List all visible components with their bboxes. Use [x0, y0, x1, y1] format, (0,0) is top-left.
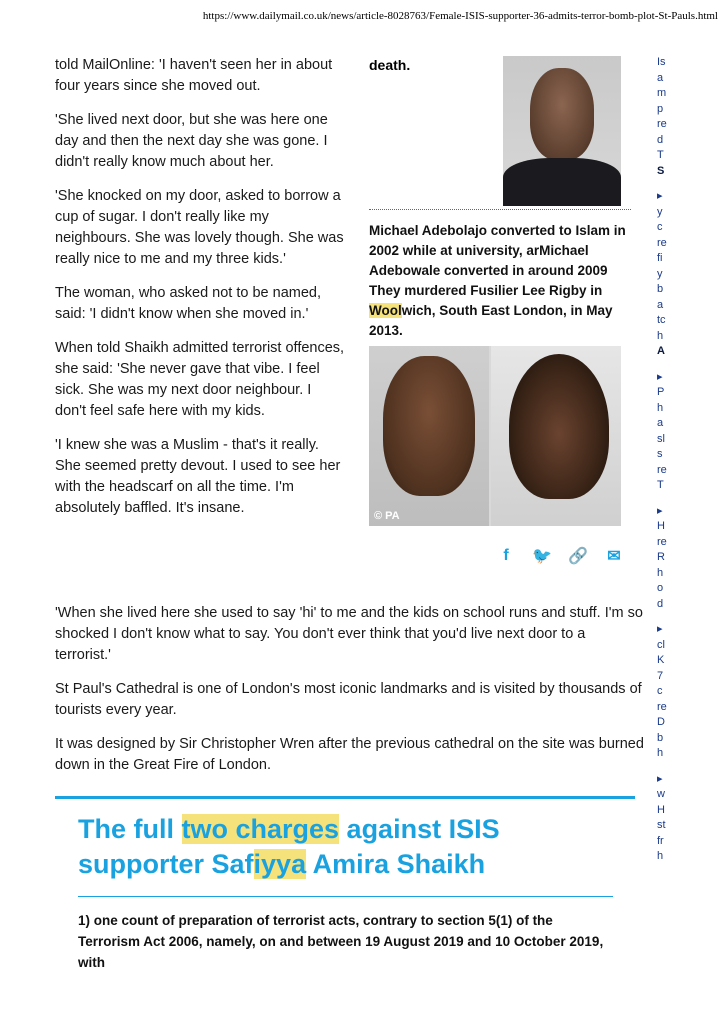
sidebar-line: [657, 762, 675, 772]
sidebar-line: [657, 179, 675, 189]
sidebar-line: ▸: [657, 370, 663, 383]
sidebar-line: A: [657, 345, 665, 357]
sidebar-line: ▸: [657, 772, 663, 785]
sidebar-line: ▸: [657, 623, 663, 635]
sidebar-line: h: [657, 329, 664, 342]
sidebar-line: re: [657, 118, 667, 130]
two-mugshots-photo: [369, 346, 621, 526]
sidebar-line: cl: [657, 638, 665, 651]
sidebar-line: P: [657, 386, 665, 398]
sidebar-line: re: [657, 700, 667, 713]
link-icon[interactable]: 🔗: [568, 548, 588, 565]
sidebar-line: s: [657, 448, 663, 460]
sidebar-line: [657, 360, 675, 370]
caption-highlight: Wool: [369, 303, 402, 318]
sidebar-line: b: [657, 283, 664, 295]
article-paragraph: The woman, who asked not to be named, said: 'I didn't know when she moved in.': [55, 285, 321, 322]
photo-caption: Michael Adebolajo converted to Islam in 2002 while at university, arMichael Adebowale converted in around 2009 They murdered Fusilier Lee Rigby in Woolwich, South East London, in May 2013.: [369, 223, 626, 338]
sidebar-line: w: [657, 788, 665, 800]
article-paragraph: told MailOnline: 'I haven't seen her in about four years since she moved out.: [55, 57, 333, 94]
sidebar-line: S: [657, 164, 665, 177]
sidebar-line: R: [657, 551, 665, 563]
facebook-icon[interactable]: f: [503, 547, 509, 564]
article-paragraph: 'She lived next door, but she was here one day and then the next day she was gone. I didn't really know much about her.: [55, 112, 328, 170]
share-bar: [495, 546, 625, 566]
sidebar-line: d: [657, 597, 664, 610]
sidebar-line: a: [657, 71, 664, 84]
sidebar-line: a: [657, 417, 664, 429]
sidebar-line: h: [657, 747, 664, 759]
twitter-icon[interactable]: 🐦: [532, 548, 552, 565]
sidebar-line: [657, 612, 675, 622]
sidebar-line: y: [657, 205, 663, 218]
sidebar-line: c: [657, 221, 663, 233]
sidebar-line: ▸: [657, 504, 663, 517]
sidebar-line: H: [657, 803, 665, 816]
sidebar-line: fi: [657, 252, 663, 264]
factbox-top-rule: [55, 796, 635, 799]
right-sidebar-truncated[interactable]: [657, 55, 675, 865]
article-paragraph: 'I knew she was a Muslim - that's it really. She seemed pretty devout. I used to see her with the headscarf on all the time. I'm absolutely baffled. It's insane.: [55, 437, 341, 516]
sidebar-line: re: [657, 463, 667, 476]
sidebar-line: a: [657, 298, 664, 311]
sidebar-line: re: [657, 535, 667, 548]
sidebar-line: d: [657, 133, 664, 146]
article-paragraph: It was designed by Sir Christopher Wren after the previous cathedral on the site was burned down in the Great Fire of London.: [55, 736, 644, 773]
sidebar-line: Is: [657, 56, 666, 68]
mugshot-photo: [503, 56, 621, 206]
sidebar-line: p: [657, 102, 664, 115]
article-paragraph: St Paul's Cathedral is one of London's most iconic landmarks and is visited by thousands of tourists every year.: [55, 681, 642, 718]
article-mid-column: [369, 55, 631, 565]
sidebar-line: H: [657, 520, 665, 532]
factbox-divider: [78, 896, 613, 897]
sidebar-line: ▸: [657, 190, 663, 202]
sidebar-line: 7: [657, 669, 664, 682]
sidebar-line: c: [657, 685, 663, 697]
sidebar-line: [657, 494, 675, 504]
sidebar-line: m: [657, 87, 667, 99]
sidebar-line: K: [657, 654, 665, 666]
email-icon[interactable]: ✉: [607, 548, 621, 565]
article-wide-section: [55, 603, 645, 789]
page-url: https://www.dailymail.co.uk/news/article-8028763/Female-ISIS-supporter-36-admits-terror-bomb-plot-St-Pauls.html: [202, 10, 718, 22]
sidebar-line: tc: [657, 314, 666, 326]
sidebar-line: h: [657, 850, 664, 862]
sidebar-line: b: [657, 731, 664, 744]
sidebar-line: y: [657, 267, 663, 280]
sidebar-line: h: [657, 566, 664, 579]
article-paragraph: 'When she lived here she used to say 'hi' to me and the kids on school runs and stuff. I'm so shocked I don't know what to say. You don't ever think that you'd live next door to a terrorist.': [55, 605, 643, 663]
sidebar-line: sl: [657, 432, 665, 445]
caption-divider: [369, 209, 631, 210]
sidebar-line: T: [657, 479, 664, 491]
article-left-column: [55, 55, 345, 532]
death-text: death.: [369, 57, 411, 73]
sidebar-line: T: [657, 149, 664, 161]
article-paragraph: 'She knocked on my door, asked to borrow a cup of sugar. I don't really like my neighbours. She was lovely though. She was really nice to me and my three kids.': [55, 188, 344, 267]
sidebar-line: h: [657, 401, 664, 414]
factbox-text: 1) one count of preparation of terrorist acts, contrary to section 5(1) of the Terrorism Act 2006, namely, on and between 19 August 2019 and 10 October 2019, with: [78, 913, 604, 970]
photo-credit: © PA: [374, 510, 400, 522]
factbox-title: The full two charges against ISIS supporter Safiyya Amira Shaikh: [78, 814, 500, 879]
sidebar-line: D: [657, 716, 665, 728]
sidebar-line: re: [657, 236, 667, 249]
sidebar-line: st: [657, 819, 666, 831]
article-paragraph: When told Shaikh admitted terrorist offences, she said: 'She never gave that vibe. I feel sick. She was my next door neighbour. I don't feel safe here with my kids.: [55, 340, 345, 419]
sidebar-line: fr: [657, 834, 664, 847]
sidebar-line: o: [657, 582, 664, 594]
